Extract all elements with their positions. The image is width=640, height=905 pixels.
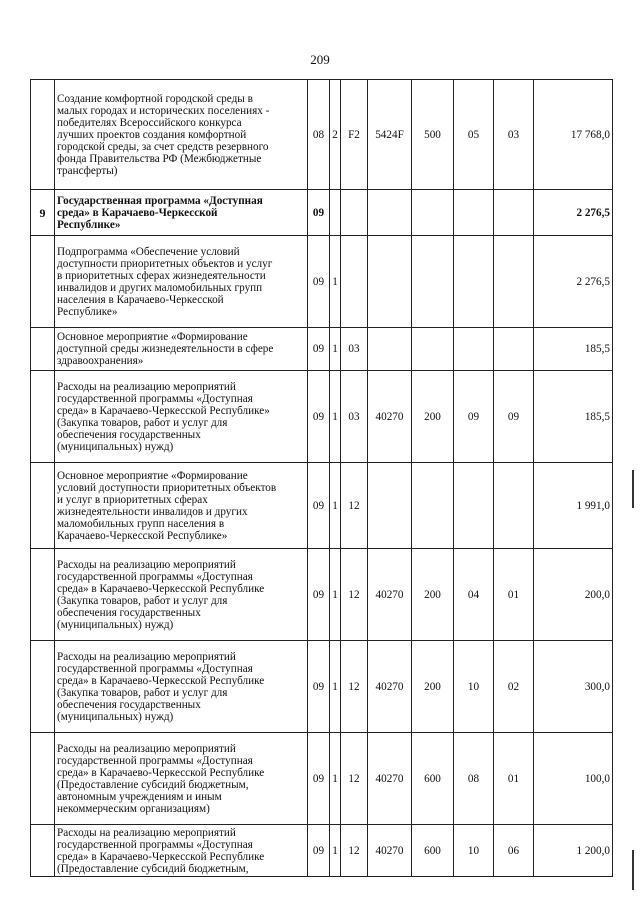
code-section: 09 [308, 371, 330, 463]
code-direction: 40270 [368, 641, 412, 733]
row-description: Подпрограмма «Обеспечение условий доступности приоритетных объектов и услуг в приоритетных сферах жизнедеятельности инвалидов и других маломобильных групп населения в Карачаево-Черкесской Республике» [55, 236, 308, 328]
code-direction [368, 328, 412, 371]
row-description: Расходы на реализацию мероприятий государственной программы «Доступная среда» в Карачаево-Черкесской Республике (Предоставление субсидий бюджетным, [55, 825, 308, 877]
code-subprogram: 1 [330, 328, 341, 371]
table-row [31, 549, 613, 641]
code-subprogram [330, 190, 341, 236]
code-direction [368, 190, 412, 236]
code-expense-type [412, 328, 454, 371]
table-row [31, 328, 613, 371]
row-amount: 200,0 [534, 549, 613, 641]
code-activity: 12 [341, 825, 368, 877]
row-number [31, 80, 55, 190]
code-expense-type: 200 [412, 549, 454, 641]
code-chapter [454, 190, 494, 236]
table-row [31, 190, 613, 236]
table-row [31, 80, 613, 190]
table-row [31, 371, 613, 463]
code-expense-type [412, 463, 454, 549]
row-description: Основное мероприятие «Формирование доступной среды жизнедеятельности в сфере здравоохранения» [55, 328, 308, 371]
code-subprogram: 1 [330, 549, 341, 641]
row-description: Расходы на реализацию мероприятий государственной программы «Доступная среда» в Карачаево-Черкесской Республике (Предоставление субсидий бюджетным, автономным учреждениям и иным некоммерческим организациям) [55, 733, 308, 825]
code-subchapter: 01 [494, 733, 534, 825]
code-chapter: 10 [454, 825, 494, 877]
code-activity: 03 [341, 371, 368, 463]
row-description: Расходы на реализацию мероприятий государственной программы «Доступная среда» в Карачаево-Черкесской Республике (Закупка товаров, работ и услуг для обеспечения государственных (муниципальных) нужд) [55, 641, 308, 733]
table-row [31, 825, 613, 877]
code-expense-type: 200 [412, 641, 454, 733]
budget-table [30, 79, 613, 877]
row-number [31, 236, 55, 328]
row-number [31, 463, 55, 549]
code-expense-type [412, 236, 454, 328]
code-direction: 40270 [368, 733, 412, 825]
row-description: Создание комфортной городской среды в малых городах и исторических поселениях - победителях Всероссийского конкурса лучших проектов создания комфортной городской среды, за счет средств резервного фонда Правительства РФ (Межбюджетные трансферты) [55, 80, 308, 190]
row-amount: 2 276,5 [534, 236, 613, 328]
row-number [31, 733, 55, 825]
code-chapter: 08 [454, 733, 494, 825]
code-activity: 03 [341, 328, 368, 371]
code-direction [368, 463, 412, 549]
table-row [31, 733, 613, 825]
code-subprogram: 2 [330, 80, 341, 190]
code-section: 09 [308, 190, 330, 236]
page-number: 209 [310, 52, 330, 67]
code-activity: F2 [341, 80, 368, 190]
row-description: Расходы на реализацию мероприятий государственной программы «Доступная среда» в Карачаево-Черкесской Республике» (Закупка товаров, работ и услуг для обеспечения государственных (муниципальных) нужд) [55, 371, 308, 463]
code-chapter: 10 [454, 641, 494, 733]
row-number: 9 [31, 190, 55, 236]
scan-edge-mark [632, 850, 634, 890]
code-direction [368, 236, 412, 328]
code-section: 09 [308, 733, 330, 825]
code-direction: 40270 [368, 825, 412, 877]
row-description: Расходы на реализацию мероприятий государственной программы «Доступная среда» в Карачаево-Черкесской Республике (Закупка товаров, работ и услуг для обеспечения государственных (муниципальных) нужд) [55, 549, 308, 641]
code-section: 08 [308, 80, 330, 190]
table-row [31, 236, 613, 328]
code-activity: 12 [341, 549, 368, 641]
code-subchapter: 03 [494, 80, 534, 190]
row-amount: 100,0 [534, 733, 613, 825]
row-amount: 17 768,0 [534, 80, 613, 190]
code-direction: 40270 [368, 371, 412, 463]
code-activity: 12 [341, 463, 368, 549]
code-activity [341, 236, 368, 328]
table-row [31, 641, 613, 733]
row-number [31, 328, 55, 371]
row-number [31, 371, 55, 463]
code-activity: 12 [341, 733, 368, 825]
code-chapter: 05 [454, 80, 494, 190]
code-subchapter [494, 463, 534, 549]
scan-edge-mark [632, 470, 634, 508]
table-body [31, 80, 613, 877]
code-expense-type [412, 190, 454, 236]
code-chapter: 09 [454, 371, 494, 463]
code-chapter [454, 463, 494, 549]
code-subchapter: 02 [494, 641, 534, 733]
code-activity: 12 [341, 641, 368, 733]
code-direction: 40270 [368, 549, 412, 641]
code-section: 09 [308, 549, 330, 641]
code-subchapter [494, 328, 534, 371]
code-chapter [454, 328, 494, 371]
code-chapter [454, 236, 494, 328]
row-amount: 1 991,0 [534, 463, 613, 549]
code-section: 09 [308, 641, 330, 733]
row-amount: 185,5 [534, 371, 613, 463]
code-subprogram: 1 [330, 371, 341, 463]
code-subchapter: 01 [494, 549, 534, 641]
code-section: 09 [308, 236, 330, 328]
code-expense-type: 200 [412, 371, 454, 463]
code-chapter: 04 [454, 549, 494, 641]
code-subchapter: 09 [494, 371, 534, 463]
row-number [31, 549, 55, 641]
code-subprogram: 1 [330, 463, 341, 549]
code-subchapter: 06 [494, 825, 534, 877]
code-subchapter [494, 190, 534, 236]
table-row [31, 463, 613, 549]
row-description: Основное мероприятие «Формирование условий доступности приоритетных объектов и услуг в приоритетных сферах жизнедеятельности инвалидов и других маломобильных групп населения в Карачаево-Черкесской Республике» [55, 463, 308, 549]
row-amount: 185,5 [534, 328, 613, 371]
code-subprogram: 1 [330, 236, 341, 328]
code-expense-type: 600 [412, 825, 454, 877]
code-activity [341, 190, 368, 236]
code-section: 09 [308, 825, 330, 877]
row-amount: 2 276,5 [534, 190, 613, 236]
row-number [31, 641, 55, 733]
code-expense-type: 600 [412, 733, 454, 825]
row-description: Государственная программа «Доступная среда» в Карачаево-Черкесской Республике» [55, 190, 308, 236]
code-expense-type: 500 [412, 80, 454, 190]
code-subprogram: 1 [330, 825, 341, 877]
code-subprogram: 1 [330, 641, 341, 733]
row-amount: 1 200,0 [534, 825, 613, 877]
code-subprogram: 1 [330, 733, 341, 825]
code-direction: 5424F [368, 80, 412, 190]
code-subchapter [494, 236, 534, 328]
row-amount: 300,0 [534, 641, 613, 733]
code-section: 09 [308, 463, 330, 549]
code-section: 09 [308, 328, 330, 371]
row-number [31, 825, 55, 877]
